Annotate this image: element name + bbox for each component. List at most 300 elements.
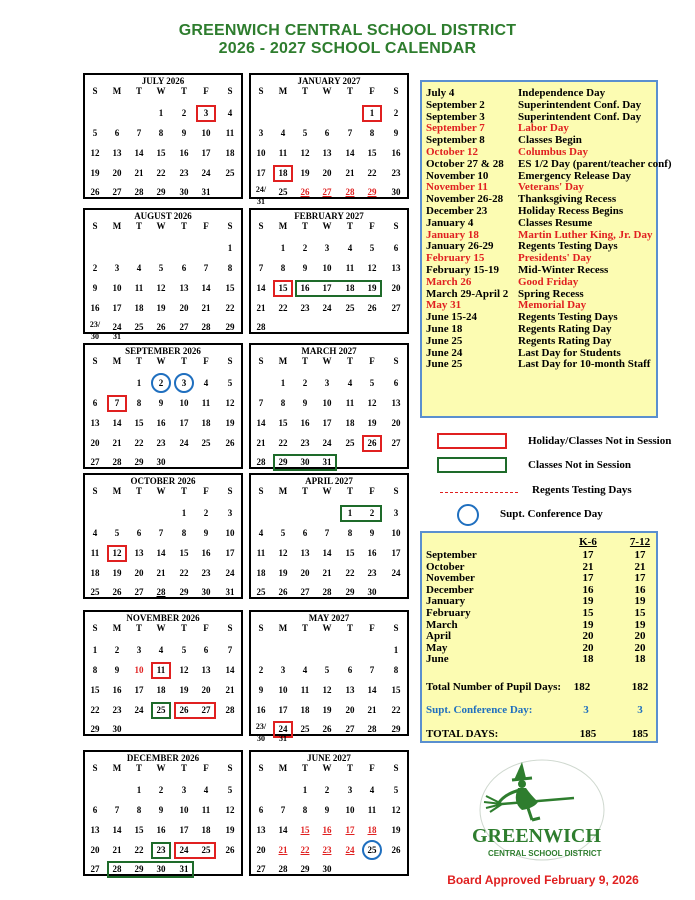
- calendar-day: 2: [203, 508, 209, 518]
- calendar-day: 1: [92, 645, 98, 655]
- calendar-day: 9: [302, 398, 308, 408]
- calendar-day: 19: [179, 685, 189, 695]
- event-date: June 25: [426, 334, 463, 347]
- calendar-day: 23: [179, 168, 189, 178]
- calendar-day: 26: [300, 187, 310, 197]
- event-row: [426, 347, 656, 359]
- calendar-day: 18: [367, 825, 377, 835]
- weekday-header: M: [278, 86, 288, 96]
- event-date: October 27 & 28: [426, 157, 504, 170]
- calendar-day: 17: [345, 825, 355, 835]
- event-description: Last Day for Students: [518, 346, 621, 359]
- weekday-header: M: [112, 763, 122, 773]
- month-name: SEPTEMBER 2026: [125, 346, 201, 356]
- count-k6: 15: [582, 607, 594, 619]
- calendar-day: 21: [256, 438, 266, 448]
- count-row: [426, 595, 656, 607]
- calendar-day: 2: [158, 378, 164, 388]
- district-logo: [462, 758, 642, 866]
- month-name: FEBRUARY 2027: [294, 211, 364, 221]
- calendar-day: 22: [300, 845, 310, 855]
- calendar-day: 30: [91, 332, 99, 341]
- calendar-day: 29: [300, 864, 310, 874]
- count-712: 15: [634, 607, 646, 619]
- calendar-day: 24: [225, 568, 235, 578]
- calendar-day: 28: [225, 705, 235, 715]
- calendar-day: 28: [134, 187, 144, 197]
- calendar-day: 7: [114, 398, 120, 408]
- calendar-day: 20: [391, 283, 401, 293]
- weekday-header: S: [92, 763, 98, 773]
- month-calendar: [83, 208, 243, 341]
- calendar-day: 21: [225, 685, 235, 695]
- weekday-header: T: [346, 763, 353, 773]
- calendar-day: 9: [158, 398, 164, 408]
- calendar-day: 11: [201, 398, 211, 408]
- weekday-header: T: [135, 356, 142, 366]
- calendar-day: 17: [322, 418, 332, 428]
- calendar-day: 4: [280, 128, 286, 138]
- month-calendar: [249, 610, 409, 743]
- calendar-day: 11: [90, 548, 100, 558]
- calendar-day: 24/: [255, 185, 267, 194]
- calendar-day: 18: [345, 283, 355, 293]
- calendar-day: 15: [367, 148, 377, 158]
- events-panel: [420, 80, 672, 418]
- weekday-header: S: [393, 486, 399, 496]
- calendar-day: 2: [393, 108, 399, 118]
- weekday-header: F: [203, 763, 209, 773]
- calendar-day: 15: [300, 825, 310, 835]
- pupil-days-k6: 182: [573, 681, 591, 693]
- calendar-day: 21: [256, 303, 266, 313]
- weekday-header: W: [322, 86, 332, 96]
- calendar-day: 19: [367, 418, 377, 428]
- month-name: APRIL 2027: [305, 476, 353, 486]
- calendar-day: 23: [156, 438, 166, 448]
- supt-days-712: 3: [637, 704, 643, 716]
- calendar-day: 6: [393, 378, 399, 388]
- calendar-day: 14: [134, 148, 144, 158]
- calendar-day: 21: [156, 568, 166, 578]
- calendar-day: 12: [367, 398, 377, 408]
- calendar-day: 15: [179, 548, 189, 558]
- calendar-day: 10: [134, 665, 144, 675]
- event-date: May 31: [426, 299, 462, 312]
- count-row: [426, 549, 656, 561]
- calendar-day: 9: [114, 665, 120, 675]
- calendar-day: 2: [324, 785, 330, 795]
- calendar-day: 10: [322, 398, 332, 408]
- supt-days-label: Supt. Conference Day:: [426, 704, 533, 716]
- calendar-day: 2: [302, 378, 308, 388]
- month-calendar: [83, 750, 243, 876]
- pupil-days-712: 182: [631, 681, 649, 693]
- weekday-header: T: [346, 356, 353, 366]
- calendar-day: 11: [345, 263, 355, 273]
- total-days-712: 185: [631, 728, 649, 740]
- legend-dashed-line: [440, 492, 518, 493]
- calendar-day: 15: [278, 283, 288, 293]
- event-row: [426, 170, 656, 182]
- calendar-day: 23: [322, 845, 332, 855]
- calendar-day: 4: [203, 785, 209, 795]
- calendar-day: 25: [278, 187, 288, 197]
- calendar-day: 27: [179, 322, 189, 332]
- calendar-day: 10: [225, 528, 235, 538]
- weekday-header: W: [322, 356, 332, 366]
- calendar-day: 19: [225, 825, 235, 835]
- calendar-day: 19: [90, 168, 100, 178]
- calendar-day: 17: [322, 283, 332, 293]
- weekday-header: F: [203, 86, 209, 96]
- weekday-header: S: [393, 623, 399, 633]
- calendar-day: 28: [256, 322, 266, 332]
- month-name: NOVEMBER 2026: [126, 613, 200, 623]
- calendar-day: 22: [134, 845, 144, 855]
- calendar-day: 6: [324, 128, 330, 138]
- weekday-header: T: [301, 763, 308, 773]
- calendar-day: 12: [112, 548, 122, 558]
- day-counts-panel: [420, 531, 658, 743]
- calendar-day: 25: [156, 705, 166, 715]
- calendar-day: 14: [278, 825, 288, 835]
- calendar-day: 29: [278, 457, 288, 467]
- calendar-day: 3: [393, 508, 399, 518]
- weekday-header: W: [156, 623, 166, 633]
- count-row: [426, 561, 656, 573]
- calendar-day: 13: [300, 548, 310, 558]
- calendar-day: 8: [280, 263, 286, 273]
- calendar-day: 7: [369, 665, 375, 675]
- calendar-day: 26: [391, 845, 401, 855]
- count-712: 20: [634, 641, 646, 654]
- event-row: [426, 99, 656, 111]
- calendar-day: 9: [92, 283, 98, 293]
- calendar-day: 1: [227, 243, 233, 253]
- weekday-header: T: [301, 221, 308, 231]
- calendar-day: 25: [225, 168, 235, 178]
- count-k6: 19: [582, 618, 594, 631]
- calendar-day: 10: [391, 528, 401, 538]
- calendar-day: 7: [258, 398, 264, 408]
- calendar-day: 16: [322, 825, 332, 835]
- calendar-day: 13: [345, 685, 355, 695]
- month-calendar: [83, 73, 243, 199]
- weekday-header: M: [112, 221, 122, 231]
- calendar-day: 1: [280, 378, 286, 388]
- count-712: 17: [634, 572, 646, 585]
- event-description: Regents Testing Days: [518, 311, 618, 324]
- calendar-day: 27: [391, 438, 401, 448]
- calendar-day: 26: [225, 438, 235, 448]
- col-712-header: 7-12: [629, 536, 651, 548]
- calendar-day: 13: [134, 548, 144, 558]
- calendar-day: 4: [227, 108, 233, 118]
- calendar-day: 24: [112, 322, 122, 332]
- calendar-day: 24: [322, 303, 332, 313]
- calendar-day: 23: [156, 845, 166, 855]
- calendar-day: 26: [112, 587, 122, 597]
- calendar-day: 3: [258, 128, 264, 138]
- calendar-day: 22: [345, 568, 355, 578]
- calendar-day: 20: [112, 168, 122, 178]
- event-date: December 23: [426, 205, 488, 217]
- count-k6: 20: [582, 630, 594, 643]
- event-description: ES 1/2 Day (parent/teacher conf): [518, 157, 672, 170]
- calendar-day: 16: [156, 418, 166, 428]
- event-description: Last Day for 10-month Staff: [518, 358, 651, 371]
- month-calendar: [83, 473, 243, 599]
- calendar-day: 11: [300, 685, 310, 695]
- legend-red-box: [437, 433, 507, 449]
- calendar-day: 28: [345, 187, 355, 197]
- event-description: Good Friday: [518, 275, 579, 288]
- col-k6-header: K-6: [579, 536, 597, 548]
- weekday-header: F: [369, 486, 375, 496]
- calendar-day: 29: [225, 322, 235, 332]
- event-row: [426, 323, 656, 335]
- calendar-day: 14: [256, 283, 266, 293]
- weekday-header: T: [301, 356, 308, 366]
- event-description: Superintendent Conf. Day: [518, 110, 642, 123]
- event-row: [426, 276, 656, 288]
- calendar-day: 14: [112, 825, 122, 835]
- calendar-day: 5: [302, 128, 308, 138]
- count-month: November: [426, 572, 475, 585]
- calendar-day: 28: [278, 864, 288, 874]
- calendar-day: 26: [367, 438, 377, 448]
- calendar-day: 27: [300, 587, 310, 597]
- count-month: March: [426, 618, 458, 631]
- weekday-header: S: [393, 86, 399, 96]
- calendar-day: 25: [367, 845, 377, 855]
- weekday-header: S: [227, 221, 233, 231]
- event-row: [426, 335, 656, 347]
- month-calendar: [249, 750, 409, 876]
- calendar-day: 8: [302, 805, 308, 815]
- calendar-day: 31: [201, 187, 211, 197]
- event-date: February 15: [426, 252, 485, 265]
- calendar-day: 26: [367, 303, 377, 313]
- calendar-day: 8: [181, 528, 187, 538]
- calendar-day: 5: [181, 645, 187, 655]
- count-k6: 18: [582, 653, 594, 666]
- calendar-day: 16: [179, 148, 189, 158]
- event-date: September 7: [426, 122, 485, 135]
- calendar-day: 24: [179, 438, 189, 448]
- calendar-day: 3: [181, 785, 187, 795]
- event-description: Superintendent Conf. Day: [518, 98, 642, 111]
- count-k6: 16: [582, 583, 594, 596]
- event-row: [426, 181, 656, 193]
- calendar-day: 21: [112, 845, 122, 855]
- calendar-day: 3: [280, 665, 286, 675]
- weekday-header: S: [92, 356, 98, 366]
- month-calendar: [249, 343, 409, 469]
- calendar-day: 4: [92, 528, 98, 538]
- count-row: [426, 619, 656, 631]
- weekday-header: T: [180, 356, 187, 366]
- supt-days-k6: 3: [583, 704, 589, 716]
- calendar-day: 6: [347, 665, 353, 675]
- calendar-day: 3: [324, 378, 330, 388]
- calendar-day: 18: [345, 418, 355, 428]
- calendar-day: 29: [391, 724, 401, 734]
- count-row: [426, 607, 656, 619]
- weekday-header: T: [135, 763, 142, 773]
- calendar-day: 28: [156, 587, 166, 597]
- calendar-day: 11: [156, 665, 166, 675]
- count-row: [426, 653, 656, 665]
- total-days-label: TOTAL DAYS:: [426, 728, 499, 740]
- weekday-header: W: [322, 486, 332, 496]
- event-row: [426, 252, 656, 264]
- calendar-day: 13: [90, 825, 100, 835]
- weekday-header: W: [156, 356, 166, 366]
- calendar-day: 8: [369, 128, 375, 138]
- calendar-day: 22: [90, 705, 100, 715]
- weekday-header: W: [156, 486, 166, 496]
- month-name: MARCH 2027: [301, 346, 357, 356]
- calendar-day: 23/: [255, 722, 267, 731]
- weekday-header: S: [227, 623, 233, 633]
- calendar-day: 9: [393, 128, 399, 138]
- calendar-day: 27: [90, 457, 100, 467]
- calendar-day: 17: [179, 825, 189, 835]
- calendar-day: 28: [367, 724, 377, 734]
- event-description: Regents Testing Days: [518, 240, 618, 253]
- calendar-day: 3: [347, 785, 353, 795]
- calendar-day: 20: [391, 418, 401, 428]
- calendar-day: 19: [391, 825, 401, 835]
- weekday-header: T: [135, 486, 142, 496]
- event-date: July 4: [426, 87, 455, 99]
- district-title: GREENWICH CENTRAL SCHOOL DISTRICT: [178, 22, 517, 39]
- calendar-day: 16: [300, 418, 310, 428]
- calendar-day: 23: [391, 168, 401, 178]
- calendar-day: 16: [300, 283, 310, 293]
- calendar-day: 21: [278, 845, 288, 855]
- calendar-day: 25: [300, 724, 310, 734]
- calendar-day: 31: [225, 587, 235, 597]
- weekday-header: S: [227, 86, 233, 96]
- calendar-day: 5: [227, 785, 233, 795]
- calendar-day: 17: [112, 303, 122, 313]
- event-row: [426, 240, 656, 252]
- event-description: Memorial Day: [518, 299, 587, 312]
- event-date: February 15-19: [426, 264, 500, 276]
- calendar-day: 13: [90, 418, 100, 428]
- calendar-day: 27: [112, 187, 122, 197]
- calendar-day: 10: [256, 148, 266, 158]
- calendar-day: 13: [112, 148, 122, 158]
- calendar-day: 10: [179, 805, 189, 815]
- calendar-day: 4: [158, 645, 164, 655]
- event-description: Thanksgiving Recess: [518, 193, 617, 206]
- legend-holiday-label: Holiday/Classes Not in Session: [528, 435, 672, 447]
- calendar-day: 1: [369, 108, 375, 118]
- calendar-day: 17: [201, 148, 211, 158]
- calendar-day: 26: [90, 187, 100, 197]
- calendar-day: 14: [322, 548, 332, 558]
- calendar-day: 11: [134, 283, 144, 293]
- calendar-day: 23: [112, 705, 122, 715]
- calendar-day: 17: [278, 705, 288, 715]
- calendar-day: 22: [225, 303, 235, 313]
- calendar-day: 16: [256, 705, 266, 715]
- calendar-day: 5: [369, 378, 375, 388]
- calendar-day: 12: [179, 665, 189, 675]
- count-712: 19: [634, 618, 646, 631]
- calendar-day: 1: [181, 508, 187, 518]
- weekday-header: T: [135, 221, 142, 231]
- calendar-day: 11: [256, 548, 266, 558]
- calendar-day: 13: [201, 665, 211, 675]
- calendar-day: 23: [367, 568, 377, 578]
- calendar-day: 18: [225, 148, 235, 158]
- event-row: [426, 288, 656, 300]
- calendar-day: 8: [347, 528, 353, 538]
- calendar-day: 14: [367, 685, 377, 695]
- calendar-day: 30: [322, 864, 332, 874]
- calendar-day: 7: [280, 805, 286, 815]
- weekday-header: F: [369, 356, 375, 366]
- calendar-day: 18: [90, 568, 100, 578]
- legend-blue-circle: [457, 504, 479, 526]
- count-row: [426, 572, 656, 584]
- calendar-day: 15: [156, 148, 166, 158]
- calendar-day: 8: [227, 263, 233, 273]
- calendar-day: 27: [90, 864, 100, 874]
- weekday-header: T: [180, 623, 187, 633]
- weekday-header: W: [156, 86, 166, 96]
- count-month: May: [426, 641, 448, 654]
- weekday-header: T: [346, 86, 353, 96]
- board-approved-note: Board Approved February 9, 2026: [447, 873, 639, 887]
- calendar-day: 17: [391, 548, 401, 558]
- count-k6: 17: [582, 572, 594, 585]
- month-name: JULY 2026: [141, 76, 185, 86]
- calendar-day: 26: [179, 705, 189, 715]
- event-date: September 3: [426, 110, 485, 123]
- calendar-day: 28: [256, 457, 266, 467]
- calendar-day: 12: [322, 685, 332, 695]
- weekday-header: S: [393, 763, 399, 773]
- calendar-day: 21: [134, 168, 144, 178]
- calendar-day: 20: [179, 303, 189, 313]
- calendar-day: 31: [113, 332, 121, 341]
- weekday-header: T: [180, 486, 187, 496]
- weekday-header: M: [278, 763, 288, 773]
- weekday-header: S: [258, 623, 264, 633]
- calendar-day: 30: [112, 724, 122, 734]
- calendar-day: 27: [391, 303, 401, 313]
- calendar-day: 29: [345, 587, 355, 597]
- calendar-day: 16: [90, 303, 100, 313]
- calendar-day: 9: [203, 528, 209, 538]
- calendar-day: 23/: [89, 320, 101, 329]
- calendar-day: 22: [156, 168, 166, 178]
- calendar-day: 5: [369, 243, 375, 253]
- calendar-day: 8: [136, 398, 142, 408]
- calendar-day: 3: [136, 645, 142, 655]
- calendar-day: 12: [90, 148, 100, 158]
- calendar-day: 24: [278, 724, 288, 734]
- calendar-day: 1: [136, 785, 142, 795]
- calendar-day: 10: [179, 398, 189, 408]
- event-description: Presidents' Day: [518, 252, 592, 265]
